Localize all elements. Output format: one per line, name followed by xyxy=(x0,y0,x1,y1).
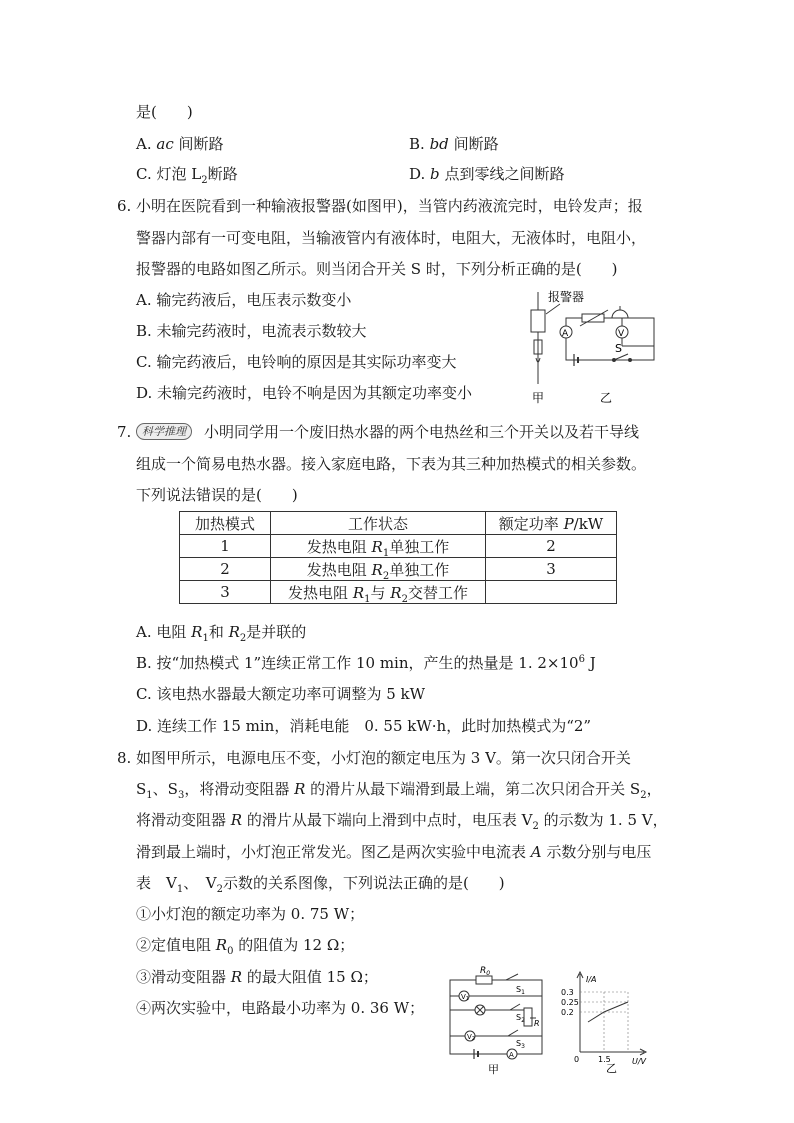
q7-stem-line2: 组成一个简易电热水器。接入家庭电路，下表为其三种加热模式的相关参数。 xyxy=(136,455,647,473)
iv-alarm-device xyxy=(531,292,545,384)
label-jia: 甲 xyxy=(532,391,545,405)
q7-stem-line1: 小明同学用一个废旧热水器的两个电热丝和三个开关以及若干导线 xyxy=(204,423,640,441)
x-axis-label: U/V xyxy=(632,1057,647,1066)
q7-badge: 科学推理 xyxy=(136,420,192,440)
table-header-row xyxy=(180,512,617,535)
cell-power: 3 xyxy=(486,558,617,581)
q5-stem-tail: 是( ) xyxy=(136,103,193,121)
s2-label: $S_2$ xyxy=(516,1013,525,1024)
heating-modes-table xyxy=(179,511,617,604)
alarm-circuit xyxy=(560,306,654,366)
header-mode: 加热模式 xyxy=(180,512,271,535)
y-tick-label: 0.25 xyxy=(561,998,579,1007)
v2-meter-label: V2 xyxy=(467,1033,475,1042)
q8-statement-1: ①小灯泡的额定功率为 0. 75 W； xyxy=(136,905,365,923)
q6-stem-line2: 警器内部有一可变电阻，当输液管内有液体时，电阻大，无液体时，电阻小， xyxy=(136,229,647,247)
q7-option-c: C. 该电热水器最大额定功率可调整为 5 kW xyxy=(136,685,426,703)
q8-number: 8. xyxy=(117,749,132,767)
table-row xyxy=(180,535,617,558)
q8-circuit-figure xyxy=(444,964,556,1076)
voltmeter-letter: V xyxy=(618,329,625,339)
q6-stem-line1: 小明在医院看到一种输液报警器(如图甲)，当管内药液流完时，电铃发声；报 xyxy=(136,197,643,215)
q6-stem-line3: 报警器的电路如图乙所示。则当闭合开关 S 时，下列分析正确的是( ) xyxy=(136,260,618,278)
table-row xyxy=(180,558,617,581)
q8-statement-2: ②定值电阻 $R_0$ 的阻值为 12 Ω； xyxy=(136,936,355,957)
cell-state: 发热电阻 $R_2$单独工作 xyxy=(271,558,486,581)
s3-label: $S_3$ xyxy=(516,1039,525,1050)
q8-statement-4: ④两次实验中，电路最小功率为 0. 36 W； xyxy=(136,999,425,1017)
v1-meter-label: V1 xyxy=(461,993,469,1002)
switch-label: S xyxy=(615,342,622,355)
r0-label: $R_0$ xyxy=(480,966,491,977)
q8-iu-graph xyxy=(560,968,652,1076)
q8-stem-line5: 表 $V_1$、 $V_2$示数的关系图像，下列说法正确的是( ) xyxy=(136,874,505,895)
q6-option-c: C. 输完药液后，电铃响的原因是其实际功率变大 xyxy=(136,353,457,371)
q6-option-a: A. 输完药液后，电压表示数变小 xyxy=(136,291,352,309)
q8-stem-line3: 将滑动变阻器 R 的滑片从最下端向上滑到中点时，电压表 $V_2$ 的示数为 1. 5 V， xyxy=(136,811,668,832)
y-tick-label: 0.3 xyxy=(561,988,574,997)
cell-mode: 2 xyxy=(180,558,271,581)
q8-stem-line1: 如图甲所示，电源电压不变，小灯泡的额定电压为 3 V。第一次只闭合开关 xyxy=(136,749,631,767)
label-yi: 乙 xyxy=(606,1062,617,1075)
ammeter-label: A xyxy=(509,1051,514,1059)
s1-label: $S_1$ xyxy=(516,985,525,996)
q7-option-a: A. 电阻 $R_1$和 $R_2$是并联的 xyxy=(136,623,307,644)
cell-mode: 1 xyxy=(180,535,271,558)
table-row xyxy=(180,581,617,604)
cell-state: 发热电阻 $R_1$与 $R_2$交替工作 xyxy=(271,581,486,604)
cell-power: 2 xyxy=(486,535,617,558)
x-tick-label: 1.5 xyxy=(598,1055,611,1064)
q6-option-d: D. 未输完药液时，电铃不响是因为其额定功率变小 xyxy=(136,384,473,402)
alarm-label: 报警器 xyxy=(548,290,585,304)
r-label: R xyxy=(534,1019,540,1028)
cell-power xyxy=(486,581,617,604)
q6-figure xyxy=(518,288,664,408)
q6-option-b: B. 未输完药液时，电流表示数较大 xyxy=(136,322,367,340)
q5-option-b: B. bd 间断路 xyxy=(409,135,499,153)
q8-stem-line4: 滑到最上端时，小灯泡正常发光。图乙是两次实验中电流表 A 示数分别与电压 xyxy=(136,843,652,861)
y-tick-label: 0.2 xyxy=(561,1008,574,1017)
y-axis-label: I/A xyxy=(586,975,597,984)
header-power: 额定功率 P/kW xyxy=(486,512,617,535)
x-tick-label: 0 xyxy=(574,1055,580,1064)
cell-state: 发热电阻 $R_1$单独工作 xyxy=(271,535,486,558)
q8-statement-3: ③滑动变阻器 R 的最大阻值 15 Ω； xyxy=(136,968,378,986)
q7-option-b: B. 按“加热模式 1”连续正常工作 10 min，产生的热量是 1. $2\times 10^6$ J xyxy=(136,654,596,672)
q8-stem-line2: $S_1$、$S_3$，将滑动变阻器 R 的滑片从最下端滑到最上端，第二次只闭合开关 $S_2$， xyxy=(136,780,662,801)
q5-option-a: A. ac 间断路 xyxy=(136,135,224,153)
q5-option-d: D. b 点到零线之间断路 xyxy=(409,165,565,183)
q6-number: 6. xyxy=(117,197,132,215)
label-yi: 乙 xyxy=(600,391,613,405)
label-jia: 甲 xyxy=(488,1063,499,1076)
q5-option-c: C. 灯泡 $L_2$断路 xyxy=(136,165,238,186)
q7-number: 7. xyxy=(117,423,132,441)
q7-option-d: D. 连续工作 15 min，消耗电能 0. 55 kW·h，此时加热模式为“2” xyxy=(136,717,592,735)
ammeter-letter: A xyxy=(562,329,569,339)
q7-stem-line3: 下列说法错误的是( ) xyxy=(136,486,298,504)
header-state: 工作状态 xyxy=(271,512,486,535)
cell-mode: 3 xyxy=(180,581,271,604)
